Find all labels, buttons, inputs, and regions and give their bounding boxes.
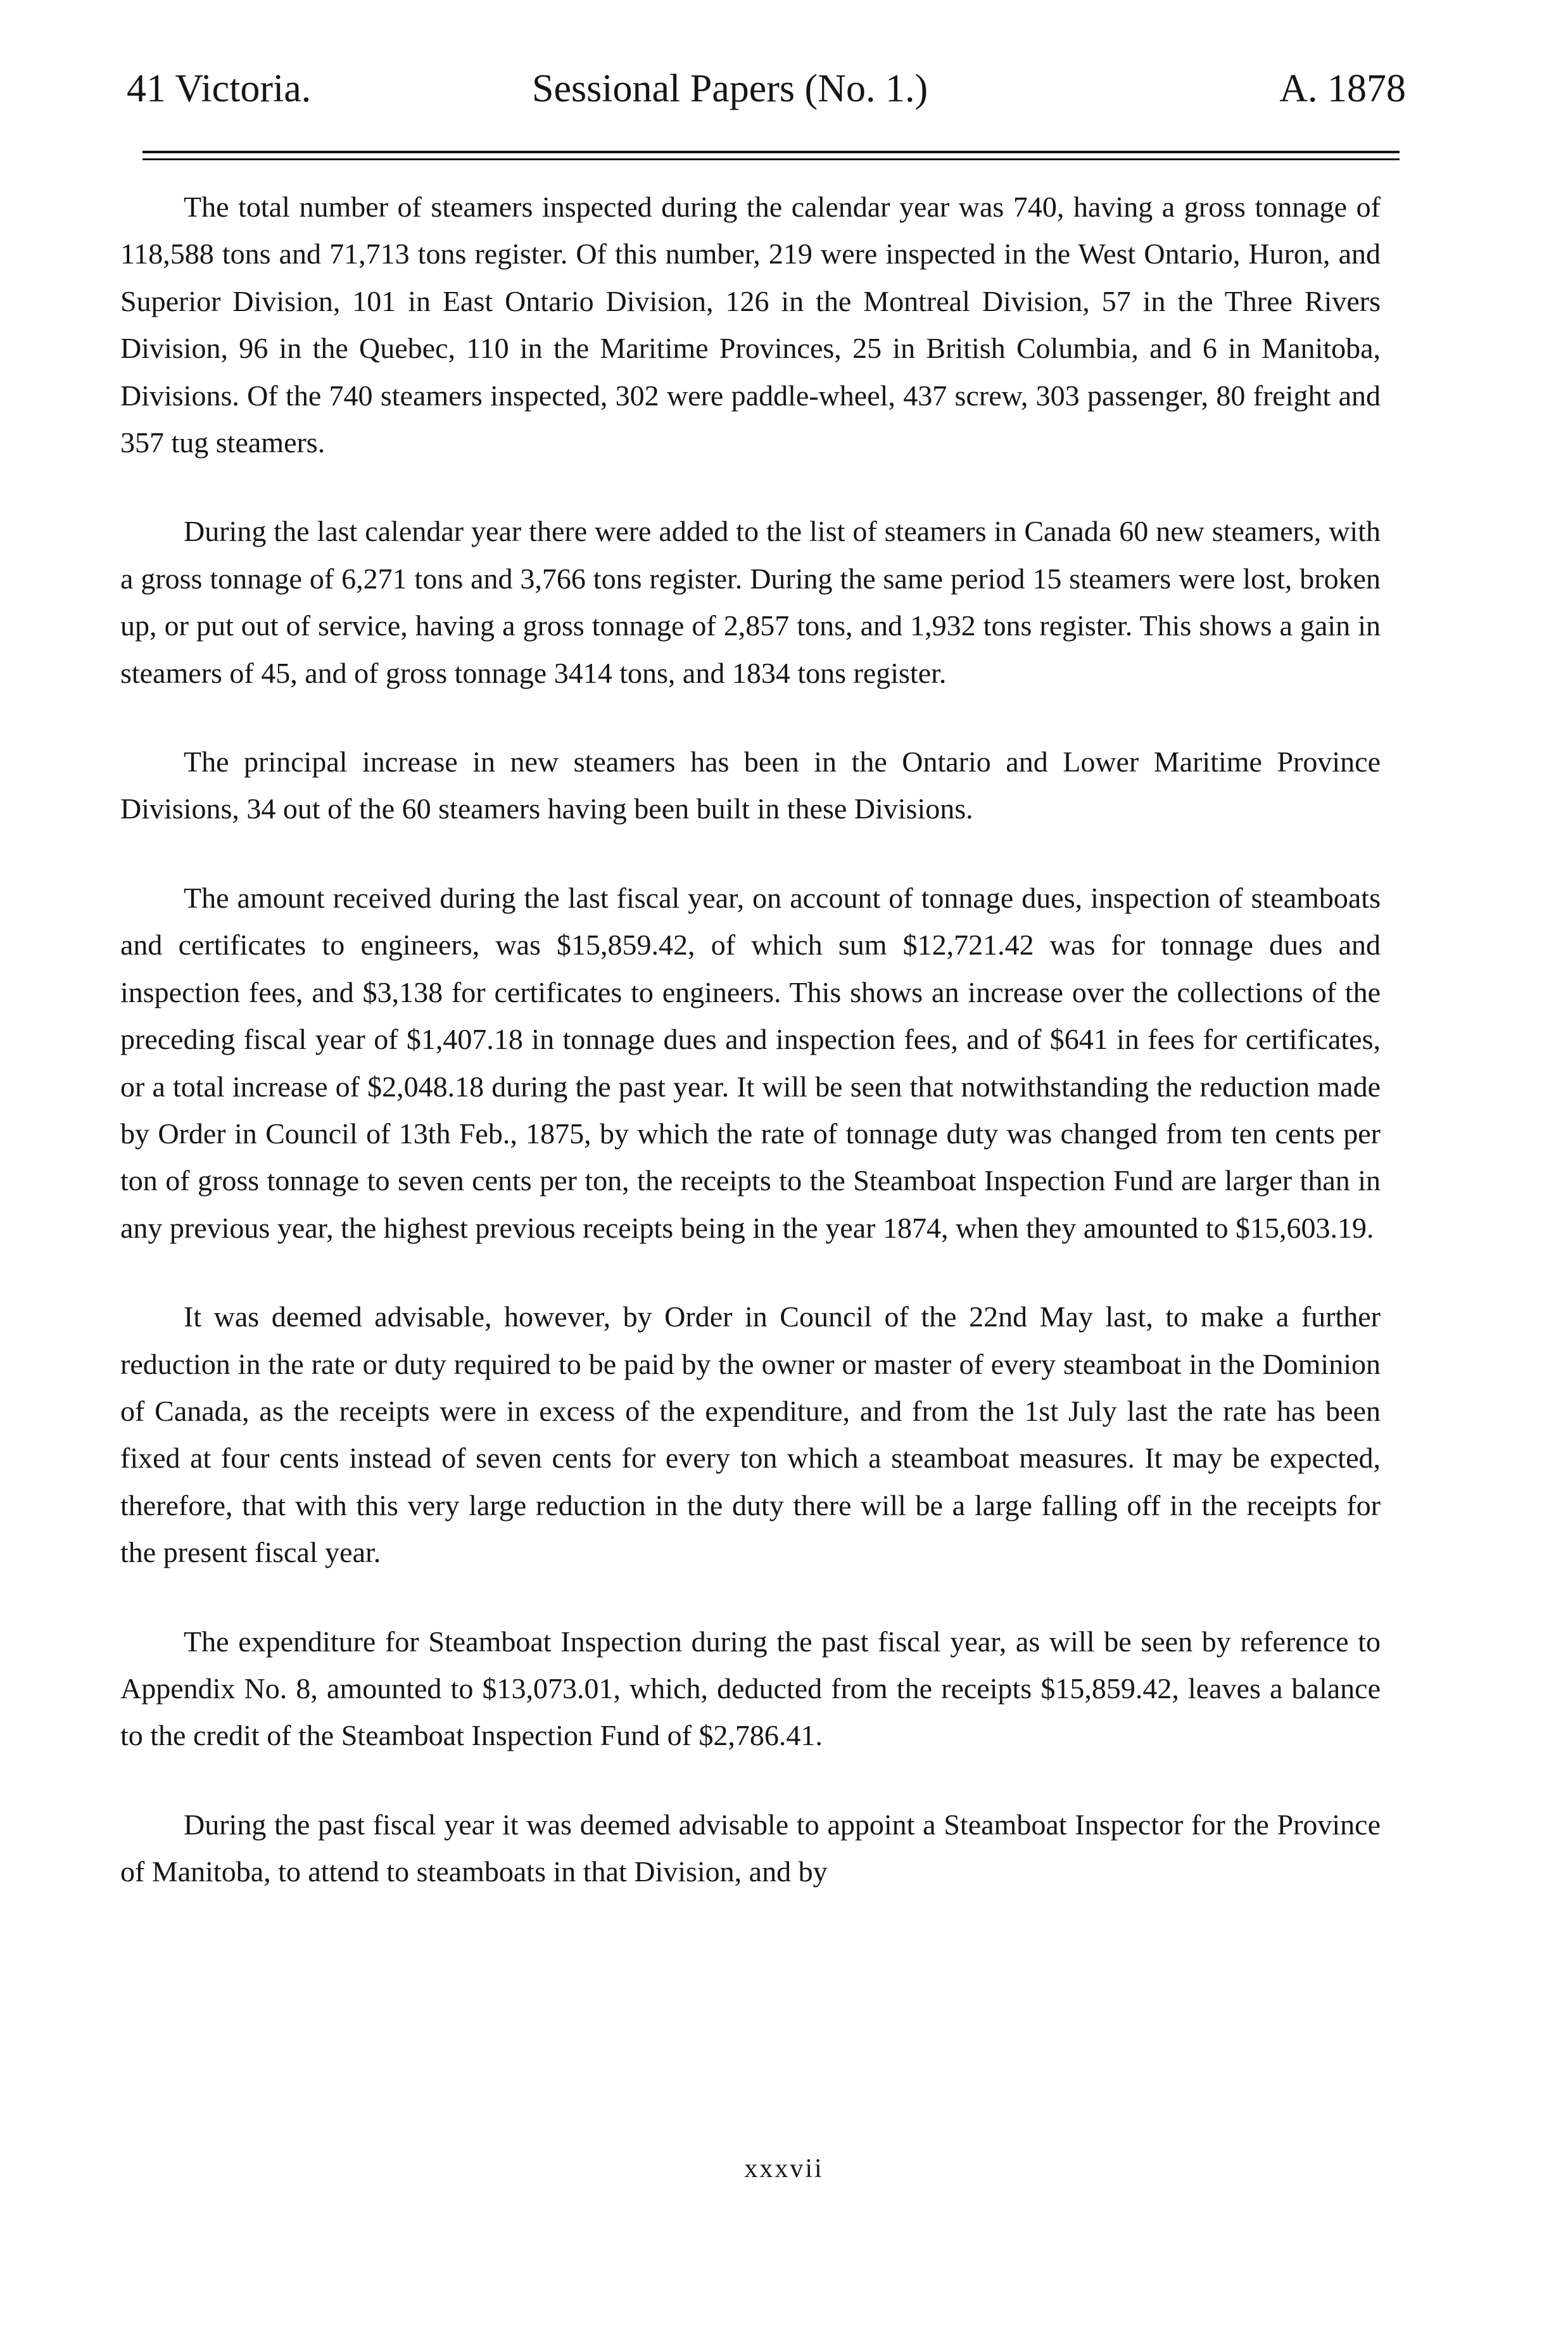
header-session: 41 Victoria. <box>127 67 312 110</box>
paragraph-steamers-added: During the last calendar year there were added to the list of steamers in Canada 60 new steamers, with a gross tonnage of 6,271 tons and 3,766 tons register. During the same period 15 steamers were lost, broken up, or put out of service, having a gross tonnage of 2,857 tons, and 1,932 tons register. This shows a gain in steamers of 45, and of gross tonnage 3414 tons, and 1834 tons register. <box>120 515 1381 689</box>
paragraph-manitoba-inspector: During the past fiscal year it was deemed advisable to appoint a Steamboat Inspector for the Province of Manitoba, to attend to steamboats in that Division, and by <box>120 1808 1381 1888</box>
header-title: Sessional Papers (No. 1.) <box>532 67 928 110</box>
running-header <box>127 60 1406 117</box>
header-rule-top <box>142 151 1400 153</box>
paragraph-expenditure: The expenditure for Steamboat Inspection during the past fiscal year, as will be seen by reference to Appendix No. 8, amounted to $13,073.01, which, deducted from the receipts $15,859.42, leaves a balance to the credit of the Steamboat Inspection Fund of $2,786.41. <box>120 1625 1381 1752</box>
paragraph-further-reduction: It was deemed advisable, however, by Order in Council of the 22nd May last, to make a further reduction in the rate or duty required to be paid by the owner or master of every steamboat in the Dominion of Canada, as the receipts were in excess of the expenditure, and from the 1st July last the rate has been fixed at four cents instead of seven cents for every ton which a steamboat measures. It may be expected, therefore, that with this very large reduction in the duty there will be a large falling off in the receipts for the present fiscal year. <box>120 1300 1381 1569</box>
header-year: A. 1878 <box>1279 67 1406 110</box>
header-rule-bottom <box>142 158 1400 160</box>
paragraph-principal-increase: The principal increase in new steamers has been in the Ontario and Lower Maritime Province Divisions, 34 out of the 60 steamers having been built in these Divisions. <box>120 746 1381 825</box>
paragraph-steamers-inspected: The total number of steamers inspected during the calendar year was 740, having a gross tonnage of 118,588 tons and 71,713 tons register. Of this number, 219 were inspected in the West Ontario, Huron, and Superior Division, 101 in East Ontario Division, 126 in the Montreal Division, 57 in the Three Rivers Division, 96 in the Quebec, 110 in the Maritime Provinces, 25 in British Columbia, and 6 in Manitoba, Divisions. Of the 740 steamers inspected, 302 were paddle-wheel, 437 screw, 303 passenger, 80 freight and 357 tug steamers. <box>120 191 1381 459</box>
page-number: xxxvii <box>744 2154 824 2183</box>
paragraph-amount-received: The amount received during the last fiscal year, on account of tonnage dues, inspection of steamboats and certificates to engineers, was $15,859.42, of which sum $12,721.42 was for tonnage dues and inspection fees, and $3,138 for certificates to engineers. This shows an increase over the collections of the preceding fiscal year of $1,407.18 in tonnage dues and inspection fees, and of $641 in fees for certificates, or a total increase of $2,048.18 during the past year. It will be seen that notwithstanding the reduction made by Order in Council of 13th Feb., 1875, by which the rate of tonnage duty was changed from ten cents per ton of gross tonnage to seven cents per ton, the receipts to the Steamboat Inspection Fund are larger than in any previous year, the highest previous receipts being in the year 1874, when they amounted to $15,603.19. <box>120 881 1381 1244</box>
body-text <box>120 184 1381 1896</box>
